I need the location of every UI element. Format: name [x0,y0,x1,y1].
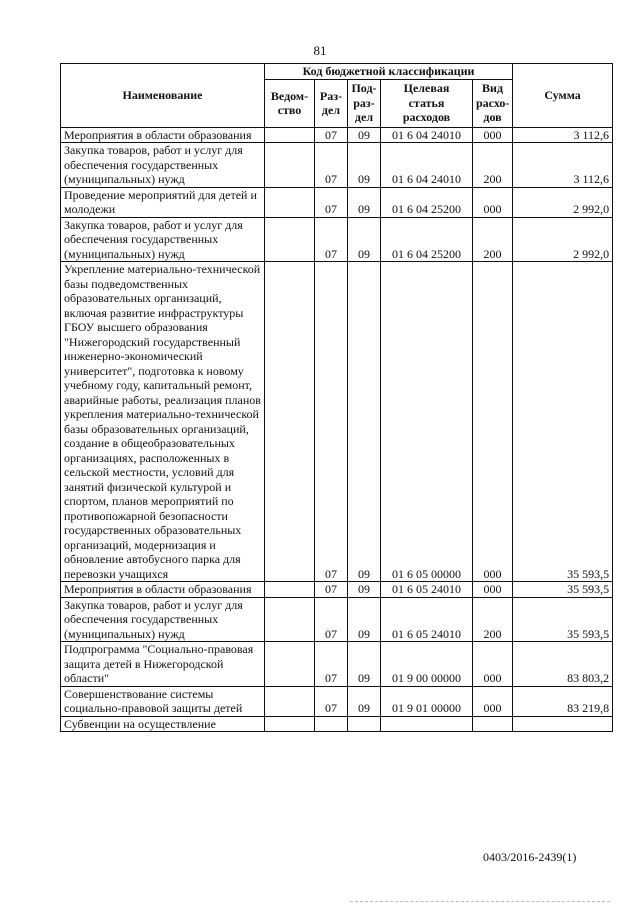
row-name: Совершенствование системы социально-правовой защиты детей [61,686,265,716]
header-razdel [315,79,348,127]
header-podrazdel-line: дел [354,110,374,125]
row-name: Мероприятия в области образования [61,127,265,143]
row-target-article [381,716,473,732]
row-vedomstvo [265,597,315,642]
row-vedomstvo [265,127,315,143]
row-name: Мероприятия в области образования [61,582,265,598]
row-expense-type: 000 [473,262,513,582]
row-name: Проведение мероприятий для детей и молодежи [61,187,265,217]
header-target-article [381,79,473,127]
header-razdel-line: Раз- [319,88,343,103]
table-row [61,262,613,582]
row-expense-type [473,716,513,732]
row-name: Укрепление материально-технической базы подведомственных образовательных организаций, включая развитие инфраструктуры ГБОУ высшего образования "Нижегородский государственный инженерно-экономический университет", подготовка к новому учебному году, капитальный ремонт, аварийные работы, реализация планов укрепления материально-технической базы образовательных организаций, создание в общеобразовательных организациях, расположенных в сельской местности, условий для занятий физической культурой и спортом, планов мероприятий по противопожарной безопасности государственных образовательных организаций, модернизация и обновление автобусного парка для перевозки учащихся [61,262,265,582]
table-row [61,187,613,217]
row-target-article: 01 6 05 24010 [381,582,473,598]
row-target-article: 01 6 05 24010 [381,597,473,642]
header-name: Наименование [61,64,265,128]
row-podrazdel: 09 [348,187,381,217]
row-vedomstvo [265,716,315,732]
header-podrazdel [348,79,381,127]
row-podrazdel: 09 [348,262,381,582]
header-vid-line: Вид [482,81,504,96]
row-razdel: 07 [315,187,348,217]
table-row [61,143,613,188]
row-podrazdel: 09 [348,582,381,598]
header-vedomstvo-line: Ведом- [270,88,309,103]
row-vedomstvo [265,143,315,188]
row-sum: 35 593,5 [513,597,613,642]
scan-artifact [350,901,610,904]
row-sum: 83 803,2 [513,642,613,687]
row-vedomstvo [265,642,315,687]
row-name: Закупка товаров, работ и услуг для обеспечения государственных (муниципальных) нужд [61,217,265,262]
table-row [61,642,613,687]
table-row [61,127,613,143]
row-sum: 3 112,6 [513,127,613,143]
row-vedomstvo [265,217,315,262]
budget-table [60,63,613,732]
row-razdel: 07 [315,262,348,582]
row-name: Закупка товаров, работ и услуг для обеспечения государственных (муниципальных) нужд [61,143,265,188]
row-target-article: 01 6 04 25200 [381,217,473,262]
row-razdel [315,716,348,732]
row-target-article: 01 6 04 24010 [381,143,473,188]
row-razdel: 07 [315,143,348,188]
row-sum: 2 992,0 [513,217,613,262]
table-row [61,716,613,732]
row-target-article: 01 9 01 00000 [381,686,473,716]
row-expense-type: 000 [473,582,513,598]
header-expense-type [473,79,513,127]
header-podrazdel-line: Под- [351,81,377,96]
row-target-article: 01 9 00 00000 [381,642,473,687]
row-vedomstvo [265,187,315,217]
row-expense-type: 200 [473,143,513,188]
row-podrazdel: 09 [348,143,381,188]
row-sum: 2 992,0 [513,187,613,217]
row-razdel: 07 [315,642,348,687]
row-podrazdel: 09 [348,127,381,143]
row-podrazdel [348,716,381,732]
row-sum: 35 593,5 [513,262,613,582]
row-expense-type: 200 [473,597,513,642]
row-podrazdel: 09 [348,686,381,716]
page-number: 81 [313,43,327,58]
header-target-line: расходов [402,110,451,125]
row-target-article: 01 6 04 24010 [381,127,473,143]
header-podrazdel-line: раз- [353,95,375,110]
row-razdel: 07 [315,217,348,262]
row-name: Субвенции на осуществление [61,716,265,732]
document-code: 0403/2016-2439(1) [483,850,577,864]
row-vedomstvo [265,686,315,716]
row-podrazdel: 09 [348,217,381,262]
header-vedomstvo-line: ство [277,103,302,117]
row-podrazdel: 09 [348,642,381,687]
row-sum: 35 593,5 [513,582,613,598]
header-vid-line: дов [483,110,502,125]
row-sum: 3 112,6 [513,143,613,188]
header-sum: Сумма [513,64,613,128]
header-razdel-line: дел [321,103,341,117]
table-row [61,597,613,642]
row-sum [513,716,613,732]
row-expense-type: 000 [473,187,513,217]
row-vedomstvo [265,262,315,582]
row-expense-type: 200 [473,217,513,262]
row-razdel: 07 [315,597,348,642]
row-target-article: 01 6 05 00000 [381,262,473,582]
row-razdel: 07 [315,686,348,716]
table-row [61,686,613,716]
row-expense-type: 000 [473,686,513,716]
row-expense-type: 000 [473,127,513,143]
table-row [61,582,613,598]
header-target-line: статья [408,95,445,110]
row-name: Закупка товаров, работ и услуг для обеспечения государственных (муниципальных) нужд [61,597,265,642]
row-vedomstvo [265,582,315,598]
header-target-line: Целевая [403,81,450,96]
table-row [61,217,613,262]
row-target-article: 01 6 04 25200 [381,187,473,217]
header-classification-group: Код бюджетной классификации [265,64,513,80]
row-razdel: 07 [315,582,348,598]
row-name: Подпрограмма "Социально-правовая защита детей в Нижегородской области" [61,642,265,687]
header-vid-line: расхо- [476,95,510,110]
row-expense-type: 000 [473,642,513,687]
row-sum: 83 219,8 [513,686,613,716]
row-podrazdel: 09 [348,597,381,642]
header-vedomstvo [265,79,315,127]
row-razdel: 07 [315,127,348,143]
